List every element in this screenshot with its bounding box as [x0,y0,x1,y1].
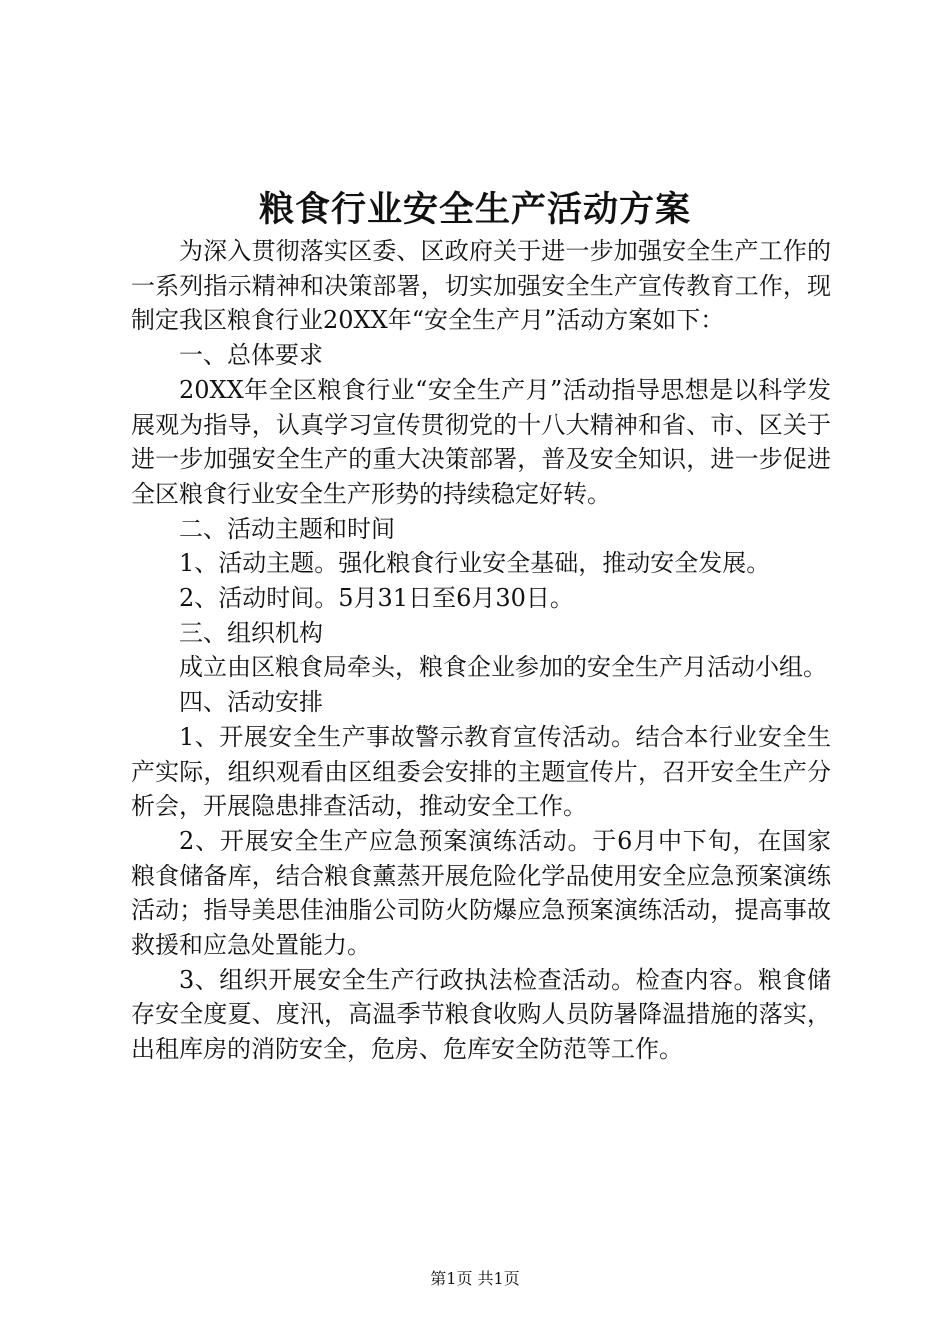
document-title: 粮食行业安全生产活动方案 [258,189,691,230]
paragraph-guiding-thought: 20XX年全区粮食行业“安全生产月”活动指导思想是以科学发展观为指导，认真学习宣传贯彻党的十八大精神和省、市、区关于进一步加强安全生产的重大决策部署，普及安全知识，进一步促进全区粮食行业安全生产形势的持续稳定好转。 [131,375,831,508]
heading-general-requirements: 一、总体要求 [179,341,323,370]
paragraph-arrangement-1: 1、开展安全生产事故警示教育宣传活动。结合本行业安全生产实际，组织观看由区组委会安排的主题宣传片，召开安全生产分析会，开展隐患排查活动，推动安全工作。 [131,722,831,821]
document-body [131,234,831,1067]
heading-arrangements: 四、活动安排 [179,688,323,717]
paragraph-activity-time: 2、活动时间。5月31日至6月30日。 [179,584,574,613]
paragraph-arrangement-3: 3、组织开展安全生产行政执法检查活动。检查内容。粮食储存安全度夏、度汛，高温季节粮食收购人员防暑降温措施的落实，出租库房的消防安全，危房、危库安全防范等工作。 [131,965,831,1064]
heading-organization: 三、组织机构 [179,618,323,647]
paragraph-organization: 成立由区粮食局牵头，粮食企业参加的安全生产月活动小组。 [179,653,827,682]
page-footer: 第1页 共1页 [430,1269,520,1288]
paragraph-activity-theme: 1、活动主题。强化粮食行业安全基础，推动安全发展。 [179,549,771,578]
paragraph-intro: 为深入贯彻落实区委、区政府关于进一步加强安全生产工作的一系列指示精神和决策部署，切实加强安全生产宣传教育工作，现制定我区粮食行业20XX年“安全生产月”活动方案如下： [131,237,831,335]
heading-theme-and-time: 二、活动主题和时间 [179,514,395,543]
paragraph-arrangement-2: 2、开展安全生产应急预案演练活动。于6月中下旬，在国家粮食储备库，结合粮食薰蒸开展危险化学品使用安全应急预案演练活动；指导美思佳油脂公司防火防爆应急预案演练活动，提高事故救援和应急处置能力。 [131,826,831,960]
